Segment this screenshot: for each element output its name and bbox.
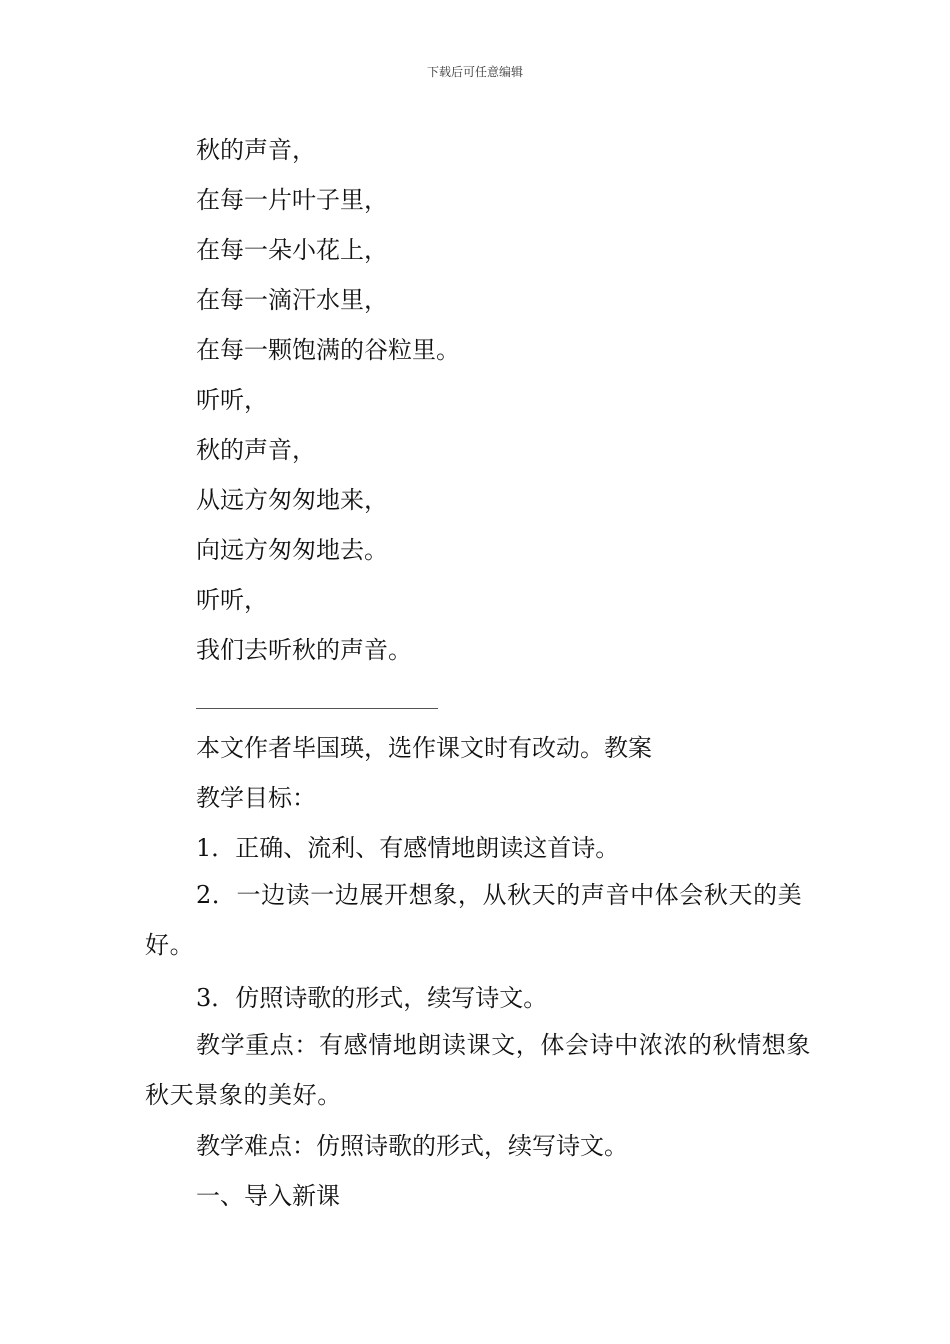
poem-line: 从远方匆匆地来， — [196, 486, 388, 514]
footnote-text: 本文作者毕国瑛，选作课文时有改动。教案 — [196, 734, 652, 762]
poem-line: 我们去听秋的声音。 — [196, 636, 412, 664]
goals-heading: 教学目标： — [196, 784, 316, 812]
poem-line: 在每一朵小花上， — [196, 236, 388, 264]
footnote-divider — [196, 708, 438, 709]
goal-item: 2．一边读一边展开想象，从秋天的声音中体会秋天的美好。 — [145, 881, 803, 959]
goal-item: 3．仿照诗歌的形式，续写诗文。 — [196, 984, 548, 1012]
poem-line: 秋的声音， — [196, 136, 316, 164]
poem-line: 向远方匆匆地去。 — [196, 536, 388, 564]
poem-line: 在每一滴汗水里， — [196, 286, 388, 314]
poem-line: 秋的声音， — [196, 436, 316, 464]
poem-line: 在每一颗饱满的谷粒里。 — [196, 336, 460, 364]
poem-line: 听听， — [196, 586, 268, 614]
poem-line: 在每一片叶子里， — [196, 186, 388, 214]
section-heading: 一、导入新课 — [196, 1182, 340, 1210]
key-point: 教学重点：有感情地朗读课文，体会诗中浓浓的秋情想象秋天景象的美好。 — [145, 1031, 811, 1109]
page-header: 下载后可任意编辑 — [426, 65, 523, 79]
difficulty: 教学难点：仿照诗歌的形式，续写诗文。 — [196, 1132, 628, 1160]
poem-line: 听听， — [196, 386, 268, 414]
goal-item: 1．正确、流利、有感情地朗读这首诗。 — [196, 834, 620, 862]
